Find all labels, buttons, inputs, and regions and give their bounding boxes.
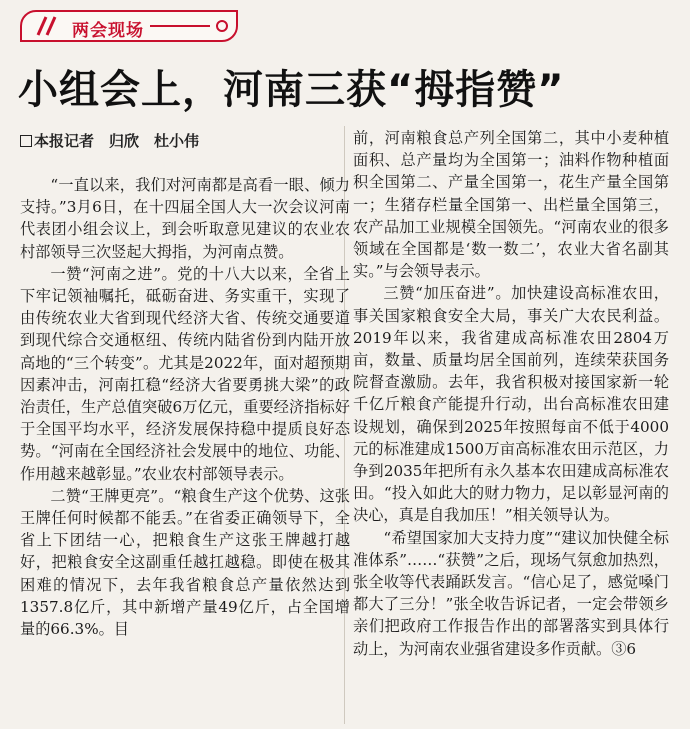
section-tag — [20, 10, 238, 42]
headline: 小组会上，河南三获“拇指赞” — [18, 67, 565, 113]
paragraph: 一赞“河南之进”。党的十八大以来，全省上下牢记领袖嘱托，砥砺奋进、务实重干，实现了由传统农业大省到现代经济大省、传统交通要道到现代综合交通枢纽、传统内陆省份到内陆开放高地的“三个转变”。尤其是2022年，面对超预期因素冲击，河南扛稳“经济大省要勇挑大梁”的政治责任，生产总值突破6万亿元，重要经济指标好于全国平均水平，经济发展保持稳中提质良好态势。“河南在全国经济社会发展中的地位、功能、作用越来越彰显。”农业农村部领导表示。 — [20, 264, 350, 483]
slash-mark-icon — [32, 16, 62, 36]
paragraph: “一直以来，我们对河南都是高看一眼、倾力支持。”3月6日，在十四届全国人大一次会议河南代表团小组会议上，到会听取意见建议的农业农村部领导三次竖起大拇指，为河南点赞。 — [20, 176, 350, 261]
box-icon — [20, 135, 32, 147]
paragraph: 三赞“加压奋进”。加快建设高标准农田，事关国家粮食安全大局，事关广大农民利益。2019年以来，我省建成高标准农田2804万亩，数量、质量均居全国前列，连续荣获国务院督查激励。去年，我省积极对接国家新一轮千亿斤粮食产能提升行动，出台高标准农田建设规划，确保到2025年按照每亩不低于4000元的标准建成1500万亩高标准农田示范区，力争到2035年把所有永久基本农田建成高标准农田。“投入如此大的财力物力，足以彰显河南的决心，真是自我加压！”相关领导认为。 — [353, 284, 669, 525]
byline-text: 本报记者 归欣 杜小伟 — [34, 132, 200, 150]
paragraph: 二赞“王牌更亮”。“粮食生产这个优势、这张王牌任何时候都不能丢。”在省委正确领导下，全省上下团结一心，把粮食生产这张王牌越打越好，把粮食安全这副重任越扛越稳。即使在极其困难的情况下，去年我省粮食总产量依然达到1357.8亿斤，其中新增产量49亿斤，占全国增量的66.3%。目 — [20, 486, 350, 639]
circle-icon — [216, 20, 228, 32]
article-column-left — [20, 174, 350, 640]
byline — [20, 131, 199, 151]
top-rule — [0, 0, 690, 4]
section-tag-line — [150, 25, 210, 27]
section-label: 两会现场 — [72, 21, 144, 41]
paragraph-continued: 前，河南粮食总产列全国第二，其中小麦种植面积、总产量均为全国第一；油料作物种植面积全国第二、产量全国第一，花生产量全国第一；生猪存栏量全国第一、出栏量全国第三，农产品加工业规模全国领先。“河南农业的很多领域在全国都是‘数一数二’，农业大省名副其实。”与会领导表示。 — [353, 129, 669, 281]
article-column-right — [353, 127, 669, 660]
paragraph: “希望国家加大支持力度”“建议加快健全标准体系”……“获赞”之后，现场气氛愈加热烈，张全收等代表踊跃发言。“信心足了，感觉嗓门都大了三分！”张全收告诉记者，一定会带领乡亲们把政府工作报告作出的部署落实到具体行动上，为河南农业强省建设多作贡献。③6 — [353, 528, 669, 658]
